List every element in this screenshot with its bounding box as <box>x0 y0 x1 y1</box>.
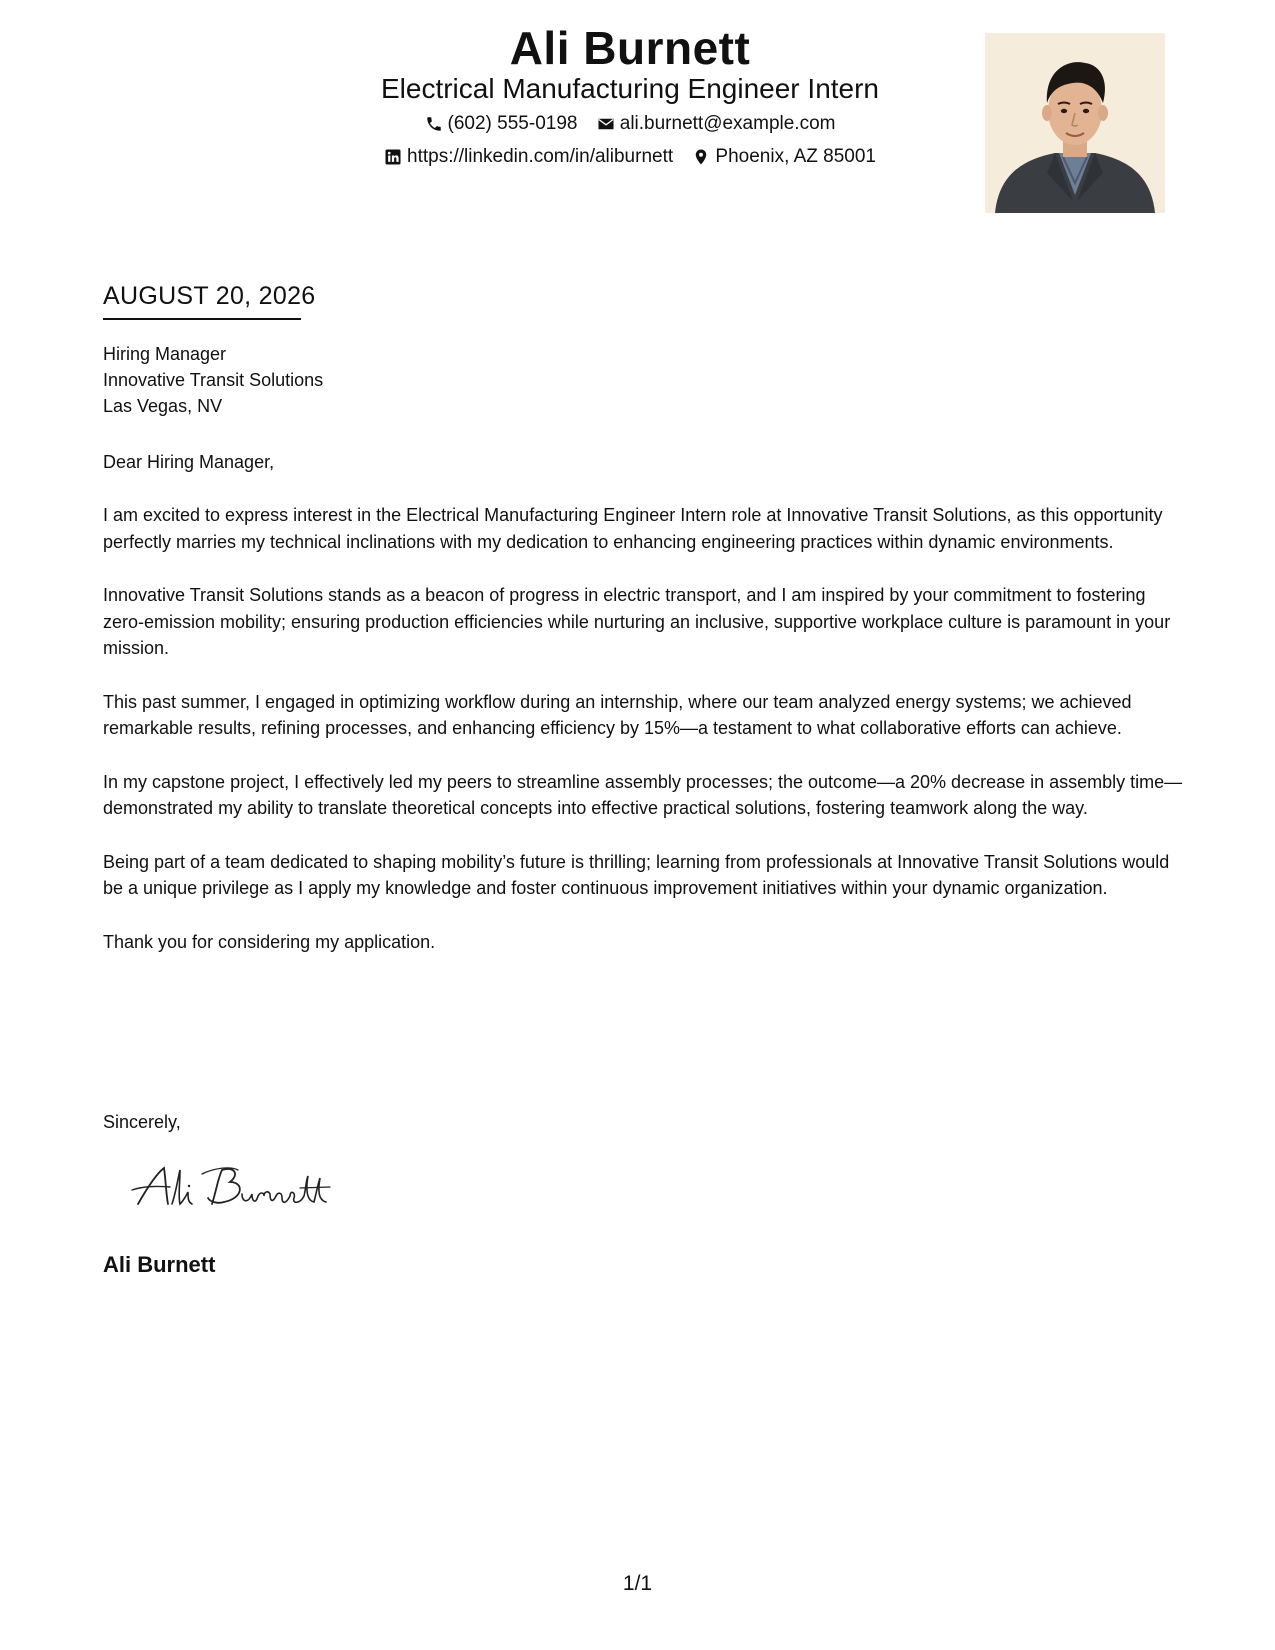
letter-date-block <box>103 280 315 320</box>
envelope-icon <box>597 115 615 133</box>
applicant-role: Electrical Manufacturing Engineer Intern <box>380 73 880 104</box>
linkedin-icon <box>384 148 402 166</box>
recipient-location: Las Vegas, NV <box>103 396 223 416</box>
recipient-block <box>103 341 323 419</box>
contact-location <box>692 144 876 170</box>
contact-row-primary <box>260 111 1000 141</box>
closing: Sincerely, <box>103 1112 181 1132</box>
phone-text: (602) 555-0198 <box>447 113 578 134</box>
applicant-name: Ali Burnett <box>509 22 751 74</box>
letter-body <box>103 502 1183 982</box>
letter-date: AUGUST 20, 2026 <box>103 282 316 310</box>
linkedin-text: https://linkedin.com/in/aliburnett <box>407 146 674 167</box>
body-paragraph: Innovative Transit Solutions stands as a beacon of progress in electric transport, and I am inspired by your commitment to fostering zero-emission mobility; ensuring production efficiencies while nurturing an inclusive, supportive workplace culture is paramount in your mission. <box>103 585 1171 658</box>
contact-email[interactable] <box>597 111 836 137</box>
contact-linkedin[interactable] <box>384 144 673 170</box>
date-underline <box>103 318 301 320</box>
handwritten-signature <box>130 1160 340 1216</box>
letter-header <box>0 0 1275 230</box>
page-indicator: 1/1 <box>622 1572 653 1595</box>
salutation: Dear Hiring Manager, <box>103 452 275 472</box>
recipient-company: Innovative Transit Solutions <box>103 370 324 390</box>
email-text: ali.burnett@example.com <box>619 113 836 134</box>
body-paragraph: This past summer, I engaged in optimizing workflow during an internship, where our team analyzed energy systems; we achieved remarkable results, refining processes, and enhancing efficiency by 15%—a testament to what collaborative efforts can achieve. <box>103 691 1132 738</box>
signature-graphic <box>130 1160 340 1216</box>
phone-icon <box>425 115 443 133</box>
signed-name: Ali Burnett <box>103 1252 216 1277</box>
portrait-illustration <box>985 33 1165 213</box>
body-paragraph: Being part of a team dedicated to shaping mobility’s future is thrilling; learning from professionals at Innovative Transit Solutions would be a unique privilege as I apply my knowledge and foster continuous improvement initiatives within your dynamic organization. <box>103 851 1170 898</box>
body-paragraph: I am excited to express interest in the Electrical Manufacturing Engineer Intern role at Innovative Transit Solutions, as this opportunity perfectly marries my technical inclinations with my dedication to enhancing engineering practices within dynamic environments. <box>103 505 1163 552</box>
body-paragraph: In my capstone project, I effectively led my peers to streamline assembly processes; the outcome—a 20% decrease in assembly time—demonstrated my ability to translate theoretical concepts into effective practical solutions, fostering teamwork along the way. <box>103 771 1183 818</box>
recipient-title: Hiring Manager <box>103 344 227 364</box>
map-pin-icon <box>692 148 710 166</box>
location-text: Phoenix, AZ 85001 <box>715 146 876 167</box>
contact-row-secondary <box>260 144 1000 174</box>
body-paragraph: Thank you for considering my application. <box>103 931 436 952</box>
profile-photo <box>985 33 1165 213</box>
contact-phone[interactable] <box>425 111 578 137</box>
